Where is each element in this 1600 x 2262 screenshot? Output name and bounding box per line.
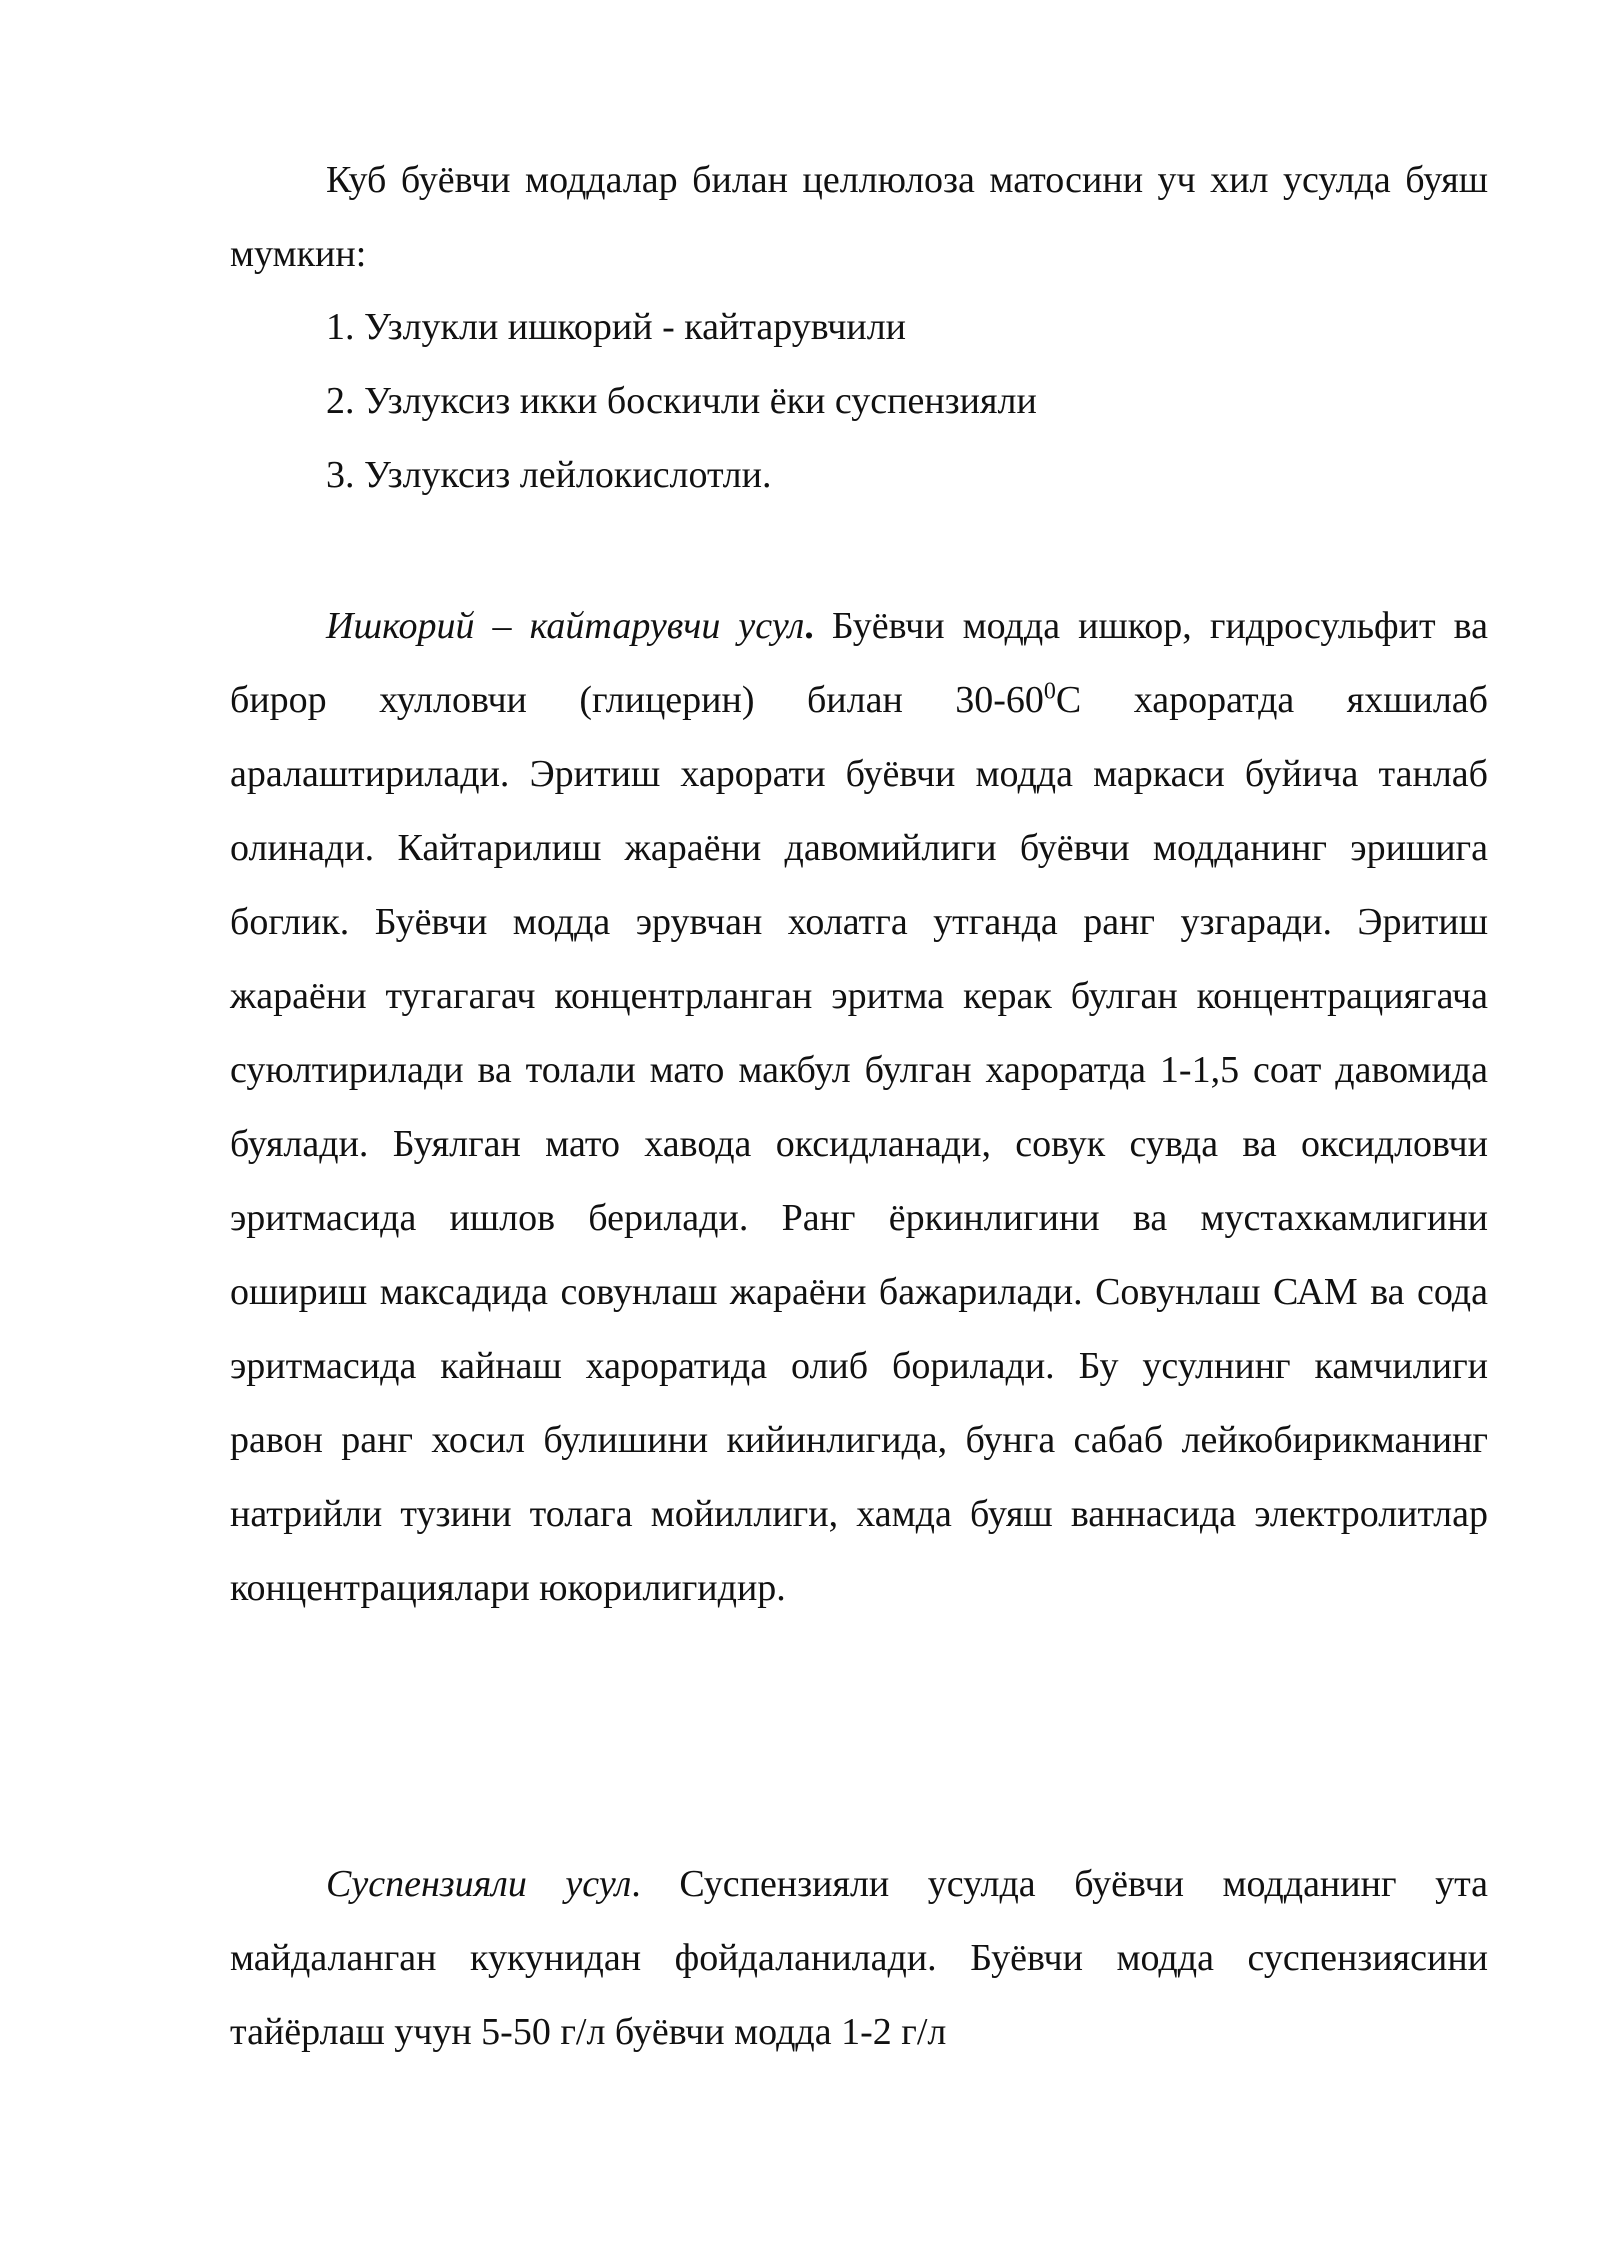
intro-text: Куб буёвчи моддалар билан целлюлоза матосини уч хил усулда буяш мумкин: — [230, 159, 1488, 275]
alkaline-text-part-1: Буёвчи модда ишкор, гидросульфит ва бирор хулловчи (глицерин) билан 30-60 — [230, 605, 1488, 721]
heading-period: . — [804, 605, 814, 647]
suspension-text: . Суспензияли усулда буёвчи модданинг ута майдаланган кукунидан фойдаланилади. Буёвчи модда суспензиясини тайёрлаш учун 5-50 г/л буёвчи модда 1-2 г/л — [230, 1863, 1489, 2053]
degree-superscript: 0 — [1043, 678, 1056, 705]
alkaline-method-paragraph — [230, 589, 1488, 1625]
list-item: 3. Узлуксиз лейлокислотли. — [326, 454, 772, 496]
list-item: 1. Узлукли ишкорий - кайтарувчили — [326, 306, 907, 348]
suspension-method-heading: Суспензияли усул — [326, 1863, 632, 1905]
alkaline-text-part-2: С хароратда яхшилаб аралаштирилади. Эритиш харорати буёвчи модда маркаси буйича танлаб олинади. Кайтарилиш жараёни давомийлиги буёвчи модданинг эришига боглик. Буёвчи модда эрувчан холатга утганда ранг узгаради. Эритиш жараёни тугагагач концентрланган эритма керак булган концентрациягача суюлтирилади ва толали мато макбул булган хароратда 1-1,5 соат давомида буялади. Буялган мато хавода оксидланади, совук сувда ва оксидловчи эритмасида ишлов берилади. Ранг ёркинлигини ва мустахкамлигини ошириш максадида совунлаш жараёни бажарилади. Совунлаш САМ ва сода эритмасида кайнаш хароратида олиб борилади. Бу усулнинг камчилиги равон ранг хосил булишини кийинлигида, бунга сабаб лейкобирикманинг натрийли тузини толага мойиллиги, хамда буяш ваннасида электролитлар концентрациялари юкорилигидир. — [230, 679, 1488, 1609]
methods-list — [326, 290, 1037, 512]
alkaline-method-heading: Ишкорий – кайтарувчи усул — [326, 605, 805, 647]
list-item: 2. Узлуксиз икки боскичли ёки суспензияли — [326, 380, 1037, 422]
suspension-method-paragraph — [230, 1847, 1488, 2069]
intro-paragraph — [230, 143, 1488, 291]
